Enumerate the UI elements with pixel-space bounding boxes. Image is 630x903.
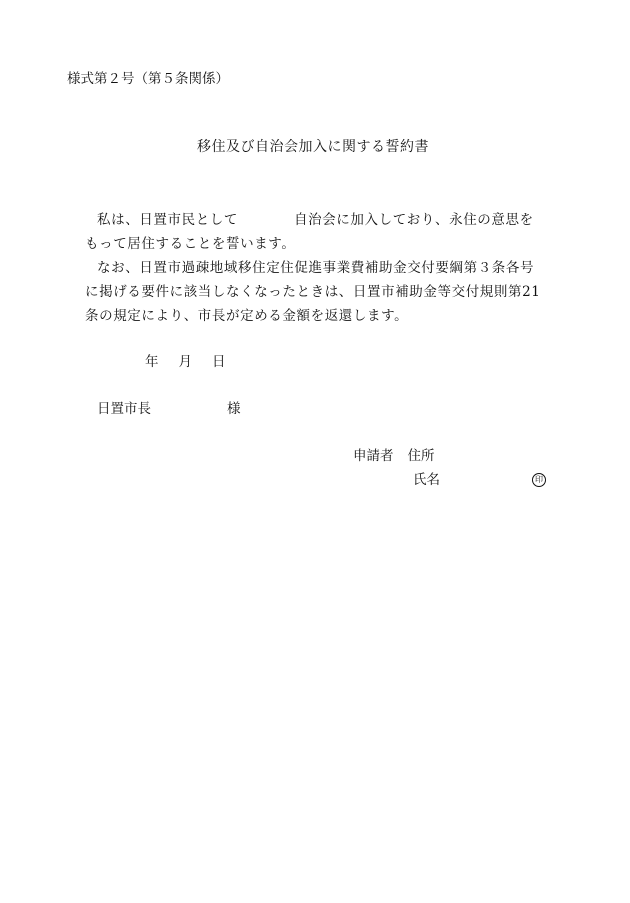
date-year: 年 [145, 354, 159, 370]
address-label: 住所 [407, 448, 435, 464]
form-number: 様式第２号（第５条関係） [67, 71, 229, 87]
seal-icon: 印 [532, 473, 546, 487]
name-label: 氏名 [413, 472, 440, 488]
document-title: 移住及び自治会加入に関する誓約書 [197, 139, 429, 155]
applicant-address-row [353, 444, 435, 464]
body-line-5: 条の規定により、市長が定める金額を返還します。 [85, 308, 409, 324]
body-line-1-end: 自治会に加入しており、永住の意思を [294, 212, 534, 228]
addressee [97, 397, 241, 417]
body-line-2: もって居住することを誓います。 [85, 236, 296, 252]
body-line-4: に掲げる要件に該当しなくなったときは、日置市補助金等交付規則第21 [85, 284, 541, 300]
body-line-3: なお、日置市過疎地域移住定住促進事業費補助金交付要綱第３条各号 [97, 260, 535, 276]
addressee-honorific: 様 [227, 401, 241, 417]
body-line-1 [97, 208, 534, 228]
body-line-1-start: 私は、日置市民として [97, 212, 238, 228]
addressee-title: 日置市長 [97, 401, 151, 417]
date-day: 日 [212, 354, 226, 370]
date-month: 月 [178, 354, 192, 370]
applicant-label: 申請者 [353, 448, 394, 464]
date-line [145, 350, 226, 370]
applicant-name-row [413, 468, 546, 488]
